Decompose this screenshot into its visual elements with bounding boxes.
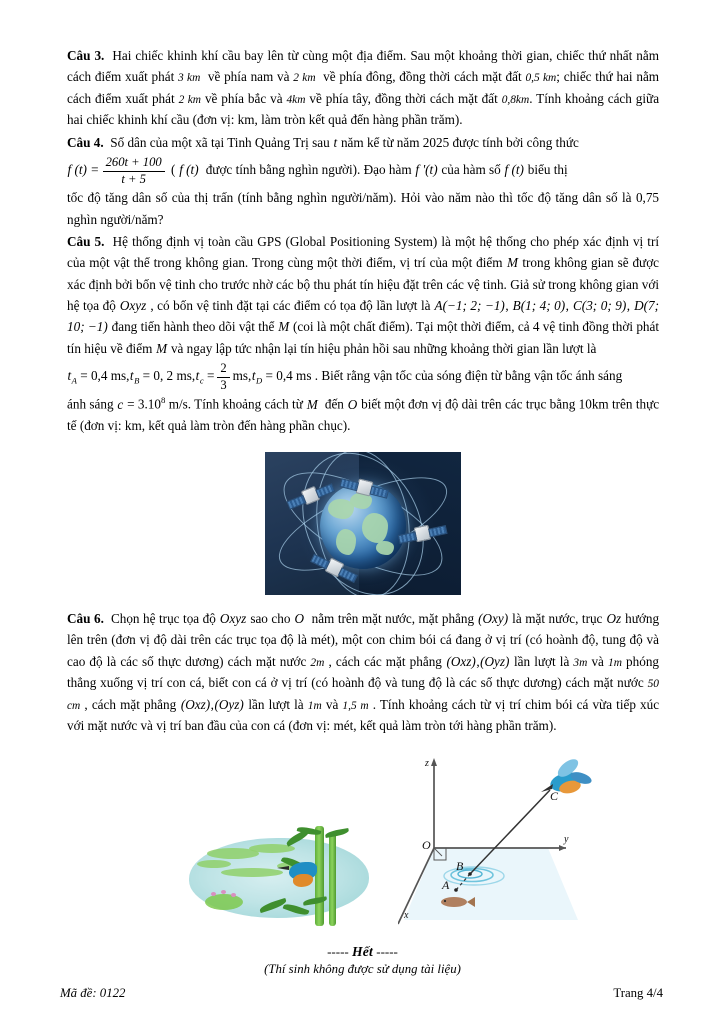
cau5-point-b: B(1; 4; 0) bbox=[512, 298, 566, 313]
cau6-text-10: , cách mặt phẳng bbox=[84, 696, 177, 712]
cau6-value-5: 1m bbox=[307, 699, 322, 712]
cau3-text-6: về phía tây, đồng thời cách mặt đất bbox=[309, 90, 498, 106]
cau5-tB-sub: B bbox=[134, 375, 140, 386]
cau5-tC: t bbox=[195, 368, 200, 384]
cau5-point-a: A(−1; 2; −1) bbox=[434, 298, 505, 313]
bamboo-stalk-1 bbox=[315, 826, 324, 926]
cau5-tD: t bbox=[251, 368, 256, 384]
cau5-c-exponent: 8 bbox=[160, 395, 166, 406]
cau6-text-4: là mặt nước, trục bbox=[512, 611, 603, 626]
cau6-var-o: O bbox=[294, 611, 305, 626]
cau5-text-4: đang tiến hành theo dõi vật thể bbox=[111, 319, 275, 335]
cau5-c-eq: = 3.10 bbox=[127, 396, 161, 412]
cau5-point-c: C(3; 0; 9) bbox=[573, 298, 627, 313]
cau6-var-oz: Oz bbox=[606, 611, 622, 626]
label-axis-z: z bbox=[425, 758, 429, 769]
cau4-value-1: 0,75 bbox=[635, 190, 660, 206]
cau5-tC-unit: ms, bbox=[232, 368, 252, 384]
cau5-c-unit: m/s. bbox=[168, 396, 192, 412]
cau3-text-7: . Tính khoảng cách giữa hai chiếc khinh khí cầu (đơn vị: km, làm tròn kết quả đến hàng phần trăm). bbox=[67, 90, 660, 128]
shore-plant-clump bbox=[205, 894, 243, 910]
cau4-text-2: năm kể từ năm 2025 được tính bởi công thức bbox=[340, 134, 579, 150]
page-number: Trang 4/4 bbox=[613, 986, 663, 1000]
cau3-text-5: về phía bắc và bbox=[204, 90, 283, 106]
cau4-fraction-numerator: 260t + 100 bbox=[103, 156, 165, 172]
cau5-text-8: Tính khoảng cách từ bbox=[194, 396, 303, 412]
flower-2 bbox=[221, 890, 226, 894]
cau6-text-6: , cách các mặt phẳng bbox=[328, 653, 442, 669]
cau5-var-m2: M bbox=[278, 319, 290, 335]
cau6-plane-oyz-1: (Oyz) bbox=[480, 653, 510, 669]
satellite-icon-3 bbox=[414, 525, 432, 543]
bamboo-stalk-2 bbox=[329, 832, 336, 926]
gps-satellite-figure bbox=[265, 452, 461, 595]
cau6-var-oxyz: Oxyz bbox=[219, 611, 247, 626]
cau4-fn-3: f (t) bbox=[504, 162, 524, 178]
cau6-text-7: lần lượt là bbox=[514, 653, 570, 669]
cau5-tA-val: = 0,4 ms, bbox=[80, 368, 130, 384]
cau6-text-2: sao cho bbox=[250, 611, 291, 626]
cau6-text-9: phóng thẳng xuống vị trí con cá, biết con cá ở vị trí (có hoành độ và tung độ là các số thực dương) cách mặt nước bbox=[67, 653, 660, 691]
cau3-text-4: ; chiếc thứ hai nằm cách điểm xuất phát bbox=[67, 69, 660, 106]
cau4-formula-lhs: f (t) = bbox=[67, 162, 100, 178]
cau4-text-1: Số dân của một xã tại Tinh Quảng Trị sau bbox=[110, 134, 330, 150]
question-label-cau3: Câu 3. bbox=[67, 48, 105, 63]
exam-note: (Thí sinh không được sử dụng tài liệu) bbox=[264, 962, 461, 976]
label-point-b: B bbox=[456, 859, 464, 873]
cau4-fn-2: f '(t) bbox=[415, 162, 438, 178]
bamboo-leaf-3 bbox=[325, 828, 350, 838]
water-weed-2 bbox=[249, 844, 295, 853]
cau5-tC-denominator: 3 bbox=[220, 377, 227, 392]
cau3-value-2: 2 km bbox=[293, 72, 316, 85]
question-cau5-line2 bbox=[67, 360, 659, 392]
cau5-text-2: trong không gian sẽ được xác định bởi bốn vệ tinh cho trước nhờ các bộ thu phát tín hiệu đặt trên các vệ tinh. Giả sử trong không gian với hệ tọa độ bbox=[67, 255, 660, 313]
cau5-text-7: . Biết rằng vận tốc của sóng điện từ bằng vận tốc ánh sáng bbox=[314, 368, 623, 384]
satellite-icon-2 bbox=[355, 478, 373, 496]
cau3-text-3: về phía đông, đồng thời cách mặt đất bbox=[323, 69, 522, 85]
cau5-text-10: biết một đơn vị độ dài trên các trục bằng 10km trên thực tế (đơn vị: km, kết quả làm tròn đến hàng phần chục). bbox=[67, 396, 660, 433]
point-marker-b bbox=[468, 872, 472, 876]
cau3-value-5: 4km bbox=[286, 93, 306, 106]
flower-1 bbox=[211, 892, 216, 896]
cau6-text-8: và bbox=[591, 653, 604, 669]
axes-svg bbox=[398, 752, 598, 932]
cau3-text-2: về phía nam và bbox=[207, 69, 290, 85]
fish-eye bbox=[444, 900, 446, 902]
kingfisher-diving-icon bbox=[541, 756, 593, 796]
cau6-plane-oyz-2: (Oyz) bbox=[214, 696, 244, 712]
cau5-tC-eq: = bbox=[206, 368, 215, 384]
cau4-var-t: t bbox=[333, 134, 338, 150]
point-marker-a bbox=[454, 888, 458, 892]
cau6-plane-oxz-2: (Oxz) bbox=[180, 696, 211, 712]
label-axis-y: y bbox=[564, 834, 569, 845]
y-axis-arrow bbox=[559, 845, 566, 851]
cau4-text-5: của hàm số bbox=[441, 162, 501, 178]
landmass-5 bbox=[376, 541, 394, 555]
cau6-text-11: lần lượt là bbox=[248, 696, 304, 712]
cau5-tC-sub: c bbox=[199, 375, 204, 386]
cau4-fraction-denominator: t + 5 bbox=[121, 171, 146, 186]
cau6-value-2: 3m bbox=[573, 656, 588, 669]
cau6-text-3: nằm trên mặt nước, mặt phẳng bbox=[311, 611, 475, 626]
cau4-text-4: được tính bằng nghìn người). Đạo hàm bbox=[205, 162, 412, 178]
pond-kingfisher-figure bbox=[185, 822, 376, 930]
cau3-value-6: 0,8km bbox=[501, 93, 530, 106]
page-footer bbox=[60, 986, 663, 1001]
cau3-value-4: 2 km bbox=[178, 93, 202, 106]
water-weed-4 bbox=[197, 860, 231, 868]
landmass-4 bbox=[336, 529, 356, 555]
cau5-text-7b: ánh sáng bbox=[67, 396, 114, 412]
cau3-value-1: 3 km bbox=[178, 72, 201, 85]
question-body-cau6 bbox=[67, 608, 659, 738]
question-label-cau5: Câu 5. bbox=[67, 233, 105, 249]
question-cau4-line2 bbox=[67, 154, 659, 186]
earth-globe-icon bbox=[320, 483, 406, 569]
cau5-var-m4: M bbox=[306, 396, 318, 412]
label-origin: O bbox=[422, 838, 431, 852]
cau5-tD-sub: D bbox=[256, 375, 263, 386]
cau6-value-6: 1,5 m bbox=[342, 699, 369, 712]
label-point-c: C bbox=[550, 789, 559, 803]
cau6-text-1: Chọn hệ trục tọa độ bbox=[110, 611, 216, 626]
cau3-text-1: Hai chiếc khinh khí cầu bay lên từ cùng một địa điểm. Sau một khoảng thời gian, chiếc thứ nhất nằm cách điểm xuất phát bbox=[67, 48, 660, 85]
cau6-plane-oxy: (Oxy) bbox=[478, 611, 509, 626]
cau5-text-5: (coi là một chất điểm). Tại một thời điểm, cả 4 vệ tinh đồng thời phát tín hiệu về điểm bbox=[67, 319, 660, 356]
cau6-text-13: . Tính khoảng cách từ vị trí chim bói cá vừa tiếp xúc với mặt nước và vị trí ban đầu của con cá (đơn vị: mét, kết quả làm tròn tới hàng phần trăm). bbox=[67, 696, 660, 734]
label-axis-x: x bbox=[404, 910, 409, 921]
cau5-var-o: O bbox=[347, 396, 358, 412]
cau3-value-3: 0,5 km bbox=[525, 72, 557, 85]
exam-code: Mã đề: 0122 bbox=[60, 986, 126, 1000]
label-point-a: A bbox=[442, 878, 450, 892]
flower-3 bbox=[231, 893, 236, 897]
end-marker bbox=[0, 944, 725, 960]
cau4-text-7: nghìn người/năm? bbox=[67, 211, 164, 227]
cau5-tC-fraction bbox=[217, 362, 229, 392]
cau5-tB: t bbox=[129, 368, 134, 384]
end-word: Hết bbox=[352, 944, 373, 959]
water-weed-3 bbox=[221, 868, 283, 877]
cau6-text-5: hướng lên trên (đơn vị độ dài trên các trục tọa độ là mét), một con chim bói cá đang ở vị trí (có hoành độ, tung độ và cao độ là các số thực dương) cách mặt nước bbox=[67, 611, 660, 669]
landmass-3 bbox=[362, 513, 388, 543]
question-cau4-line3 bbox=[67, 187, 659, 230]
cau4-fraction bbox=[103, 156, 165, 186]
end-dashes-right: ----- bbox=[376, 944, 398, 959]
cau4-fn-1: f (t) bbox=[179, 162, 199, 178]
question-cau3 bbox=[67, 45, 659, 131]
cau5-tA-sub: A bbox=[71, 375, 77, 386]
cau5-var-m1: M bbox=[506, 255, 518, 271]
cau4-text-6: tốc độ tăng dân số của thị trấn (tính bằng nghìn người/năm). Hỏi vào năm nào thì tốc độ tăng dân số là bbox=[67, 190, 632, 206]
cau6-text-12: và bbox=[325, 696, 339, 712]
cau5-point-d: D(7; 10; −1) bbox=[67, 298, 660, 335]
cau6-value-1: 2m bbox=[310, 656, 325, 669]
question-label-cau6: Câu 6. bbox=[67, 611, 104, 626]
cau6-value-4: 50 cm bbox=[67, 678, 659, 712]
question-cau5-line3 bbox=[67, 393, 659, 436]
question-body bbox=[67, 45, 659, 437]
cau5-text-1: Hệ thống định vị toàn cầu GPS (Global Positioning System) là một hệ thống cho phép xác định vị trí của một vật thể trong không gian. Trong cùng một thời điểm, vị trí của một điểm bbox=[67, 233, 660, 271]
cau5-tC-numerator: 2 bbox=[217, 362, 229, 378]
cau6-value-3: 1m bbox=[608, 656, 622, 669]
cau5-c-label: c bbox=[117, 396, 124, 412]
cau5-tA: t bbox=[67, 368, 72, 384]
cau5-tB-val: = 0, 2 ms, bbox=[142, 368, 196, 384]
kingfisher-beak bbox=[277, 866, 289, 870]
cau5-text-9: đến bbox=[324, 396, 344, 412]
question-label-cau4: Câu 4. bbox=[67, 134, 104, 150]
question-cau6-line1: Câu 6. Chọn hệ trục tọa độ Oxyz sao cho O nằm trên mặt nước, mặt phẳng (Oxy) là mặt nước, trục Oz hướng lên trên (đơn vị độ dài trên các trục tọa độ là mét), một con chim bói cá đang ở vị trí (có hoành độ, tung độ và cao độ là các số thực dương) cách mặt nước 2m , cách các mặt phẳng (Oxz),(Oyz) lần lượt là 3m và 1m phóng thẳng xuống vị trí con cá, biết con cá ở vị trí (có hoành độ và tung độ là các số thực dương) cách mặt nước 50 cm , cách mặt phẳng (Oxz),(Oyz) lần lượt là 1m và 1,5 m . Tính khoảng cách từ vị trí chim bói cá vừa tiếp xúc với mặt nước và vị trí ban đầu của con cá (đơn vị: mét, kết quả làm tròn tới hàng phần trăm). bbox=[67, 611, 660, 734]
coordinate-axes-figure bbox=[398, 752, 598, 932]
cau5-var-m3: M bbox=[156, 340, 168, 356]
cau5-text-3: , có bốn vệ tinh đặt tại các điểm có tọa độ lần lượt là bbox=[150, 298, 431, 313]
end-dashes-left: ----- bbox=[327, 944, 349, 959]
cau6-plane-oxz-1: (Oxz) bbox=[446, 653, 476, 669]
cau4-text-6-head: biểu thị bbox=[527, 162, 568, 178]
cau4-text-3: ( bbox=[170, 162, 176, 178]
cau5-text-6: và ngay lập tức nhận lại tín hiệu phản hồi sau những khoảng thời gian lần lượt là bbox=[170, 340, 597, 356]
cau5-tD-val: = 0,4 ms bbox=[265, 368, 312, 384]
z-axis-arrow bbox=[431, 758, 437, 766]
question-cau4-line1 bbox=[67, 132, 659, 153]
question-cau5-line1: Câu 5. Hệ thống định vị toàn cầu GPS (Global Positioning System) là một hệ thống cho phép xác định vị trí của một vật thể trong không gian. Trong cùng một thời điểm, vị trí của một điểm M trong không gian sẽ được xác định bởi bốn vệ tinh cho trước nhờ các bộ thu phát tín hiệu đặt trên các vệ tinh. Giả sử trong không gian với hệ tọa độ Oxyz , có bốn vệ tinh đặt tại các điểm có tọa độ lần lượt là A(−1; 2; −1), B(1; 4; 0), C(3; 0; 9), D(7; 10; −1) đang tiến hành theo dõi vật thể M (coi là một chất điểm). Tại một thời điểm, cả 4 vệ tinh đồng thời phát tín hiệu về điểm M và ngay lập tức nhận lại tín hiệu phản hồi sau những khoảng thời gian lần lượt là bbox=[67, 233, 660, 356]
cau5-var-oxyz: Oxyz bbox=[119, 298, 147, 313]
